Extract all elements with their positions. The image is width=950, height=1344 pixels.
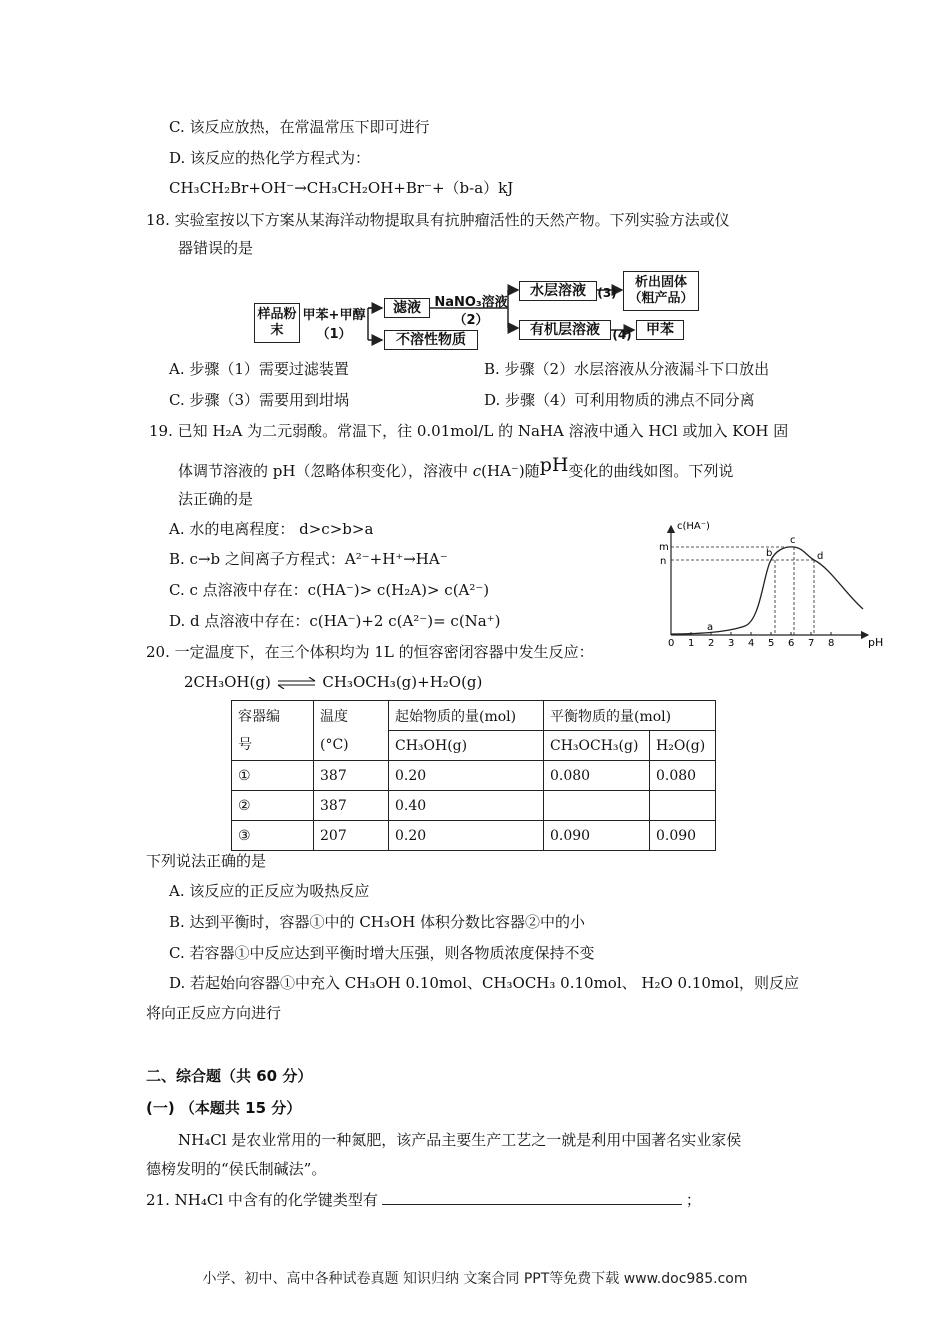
q17-option-d: D. 该反应的热化学方程式为：: [169, 149, 371, 167]
flow-step3: (3): [597, 286, 617, 300]
graph-xlabel: pH: [868, 636, 884, 649]
th-container-a: 容器编: [238, 708, 280, 725]
q18-option-d: D. 步骤（4）可利用物质的沸点不同分离: [484, 391, 755, 409]
section2-part1: (一) （本题共 15 分）: [146, 1099, 302, 1117]
flow-sample: 样品粉末: [254, 303, 300, 343]
graph-tick-label: 1: [688, 638, 695, 649]
graph-point-b: b: [766, 548, 773, 559]
th-temp-label: 温度: [320, 708, 348, 725]
graph-tick-label: 5: [768, 638, 775, 649]
th-temp: [314, 701, 389, 761]
flow-step2: （2）: [453, 313, 489, 328]
cell-temp: 387: [314, 761, 389, 791]
th-equilibrium: 平衡物质的量(mol): [544, 701, 716, 731]
section2-title: 二、综合题（共 60 分）: [146, 1067, 313, 1085]
footer[interactable]: 小学、初中、高中各种试卷真题 知识归纳 文案合同 PPT等免费下载 www.doc985.com: [202, 1271, 748, 1287]
q20-stem: 20. 一定温度下，在三个体积均为 1L 的恒容密闭容器中发生反应：: [146, 643, 594, 661]
cell-ch3och3: 0.090: [544, 821, 650, 851]
q19-stem-line3: 法正确的是: [178, 490, 254, 508]
q20-option-d-line1: D. 若起始向容器①中充入 CH₃OH 0.10mol、CH₃OCH₃ 0.10mol、 H₂O 0.10mol，则反应: [169, 974, 800, 992]
th-sub-ch3och3: CH₃OCH₃(g): [544, 731, 650, 761]
q20-option-b: B. 达到平衡时，容器①中的 CH₃OH 体积分数比容器②中的小: [169, 913, 586, 931]
q18-stem-line1: 18. 实验室按以下方案从某海洋动物提取具有抗肿瘤活性的天然产物。下列实验方法或仪: [146, 211, 730, 229]
graph-tick-label: 0: [668, 638, 675, 649]
flow-insoluble: 不溶性物质: [384, 330, 478, 350]
cell-temp: 207: [314, 821, 389, 851]
section2-intro-line1: NH₄Cl 是农业常用的一种氮肥，该产品主要生产工艺之一就是利用中国著名实业家侯: [178, 1131, 742, 1149]
th-container-b: 号: [238, 736, 252, 753]
reaction-left: 2CH₃OH(g): [184, 673, 271, 691]
q18-option-b: B. 步骤（2）水层溶液从分液漏斗下口放出: [484, 360, 770, 378]
q20-option-d-line2: 将向正反应方向进行: [146, 1004, 282, 1022]
graph-m: m: [659, 542, 669, 553]
flow-organic: 有机层溶液: [519, 320, 611, 340]
cell-ch3oh: 0.40: [389, 791, 544, 821]
q19-graph: [655, 518, 891, 654]
q20-option-a: A. 该反应的正反应为吸热反应: [169, 882, 370, 900]
q19-stem-line1: 19. 已知 H₂A 为二元弱酸。常温下，往 0.01mol/L 的 NaHA 溶液中通入 HCl 或加入 KOH 固: [149, 422, 789, 440]
cell-ch3och3: [544, 791, 650, 821]
cell-ch3och3: 0.080: [544, 761, 650, 791]
graph-n: n: [660, 556, 667, 567]
th-temp-unit: (°C): [320, 736, 349, 753]
flow-toluene: 甲苯: [636, 320, 684, 340]
q19-option-a: A. 水的电离程度： d>c>b>a: [169, 520, 374, 538]
cell-no: ②: [232, 791, 314, 821]
q18-option-c: C. 步骤（3）需要用到坩埚: [169, 391, 350, 409]
flow-aqueous: 水层溶液: [519, 281, 597, 301]
q20-option-c: C. 若容器①中反应达到平衡时增大压强，则各物质浓度保持不变: [169, 944, 595, 962]
q19-stem-text-e: 变化的曲线如图。下列说: [568, 462, 734, 480]
q17-option-c: C. 该反应放热，在常温常压下即可进行: [169, 118, 430, 136]
graph-tick-label: 2: [708, 638, 715, 649]
cell-no: ①: [232, 761, 314, 791]
q19-option-d: D. d 点溶液中存在：c(HA⁻)+2 c(A²⁻)= c(Na⁺): [169, 612, 501, 630]
graph-tick-label: 7: [808, 638, 815, 649]
graph-point-d: d: [817, 551, 824, 562]
cell-ch3oh: 0.20: [389, 761, 544, 791]
q21-answer-blank[interactable]: [382, 1190, 682, 1205]
graph-tick-label: 4: [748, 638, 755, 649]
cell-h2o: [650, 791, 716, 821]
graph-tick-label: 8: [828, 638, 835, 649]
th-sub-h2o: H₂O(g): [650, 731, 716, 761]
q19-stem-c-italic: c: [472, 462, 482, 480]
equilibrium-arrow-icon: [277, 677, 317, 689]
q19-option-c: C. c 点溶液中存在：c(HA⁻)> c(H₂A)> c(A²⁻): [169, 581, 490, 599]
cell-temp: 387: [314, 791, 389, 821]
q21: [146, 1190, 701, 1210]
section2-intro-line2: 德榜发明的“侯氏制碱法”。: [146, 1160, 327, 1178]
reaction-right: CH₃OCH₃(g)+H₂O(g): [322, 673, 483, 691]
q20-table: [231, 700, 716, 851]
q18-option-a: A. 步骤（1）需要过滤装置: [169, 360, 349, 378]
q19-option-b: B. c→b 之间离子方程式：A²⁻+H⁺→HA⁻: [169, 550, 448, 568]
graph-tick-label: 3: [728, 638, 735, 649]
q18-stem-line2: 器错误的是: [178, 239, 254, 257]
th-initial: 起始物质的量(mol): [389, 701, 544, 731]
flow-step1: （1）: [316, 327, 352, 342]
th-container: [232, 701, 314, 761]
graph-point-c: c: [790, 535, 796, 546]
q19-stem-line2: [178, 454, 734, 481]
q21-tail: ；: [685, 1191, 701, 1209]
cell-no: ③: [232, 821, 314, 851]
flow-reagent2: NaNO₃溶液: [434, 295, 508, 310]
flow-step4: (4): [612, 328, 632, 342]
table-row: [232, 761, 716, 791]
flow-reagent1: 甲苯+甲醇: [302, 308, 366, 323]
cell-h2o: 0.080: [650, 761, 716, 791]
cell-ch3oh: 0.20: [389, 821, 544, 851]
flow-solid: 析出固体（粗产品）: [623, 271, 699, 311]
q17-equation: CH₃CH₂Br+OH⁻→CH₃CH₂OH+Br⁻+（b-a）kJ: [169, 179, 514, 197]
q19-stem-ph: pH: [539, 454, 569, 476]
cell-h2o: 0.090: [650, 821, 716, 851]
flow-filtrate: 滤液: [384, 298, 430, 318]
q19-stem-text-c: (HA⁻)随: [481, 462, 540, 480]
q20-reaction: [184, 672, 482, 692]
th-sub-ch3oh: CH₃OH(g): [389, 731, 544, 761]
q19-stem-text-a: 体调节溶液的 pH（忽略体积变化），溶液中: [178, 462, 473, 480]
table-row: [232, 791, 716, 821]
graph-tick-label: 6: [788, 638, 795, 649]
graph-point-a: a: [707, 622, 714, 633]
q20-lead: 下列说法正确的是: [146, 852, 267, 870]
q21-text: 21. NH₄Cl 中含有的化学键类型有: [146, 1191, 378, 1209]
graph-ylabel: c(HA⁻): [677, 521, 710, 532]
table-row: [232, 821, 716, 851]
